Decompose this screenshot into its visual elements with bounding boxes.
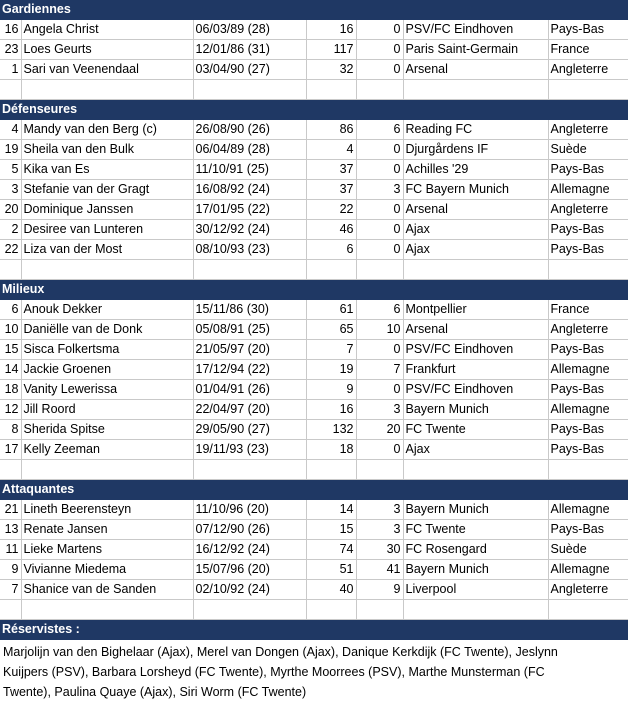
birthdate-cell: 29/05/90 (27) — [193, 420, 306, 440]
country-cell: Angleterre — [548, 120, 628, 140]
section-header-row — [0, 280, 628, 300]
birthdate-cell: 05/08/91 (25) — [193, 320, 306, 340]
birthdate-cell: 11/10/96 (20) — [193, 500, 306, 520]
club-cell: Ajax — [403, 220, 548, 240]
goals-cell: 0 — [356, 40, 403, 60]
empty-cell — [306, 600, 356, 620]
caps-cell: 16 — [306, 20, 356, 40]
empty-cell — [356, 260, 403, 280]
birthdate-cell: 12/01/86 (31) — [193, 40, 306, 60]
empty-cell — [0, 600, 21, 620]
shirt-number-cell: 15 — [0, 340, 21, 360]
goals-cell: 6 — [356, 120, 403, 140]
country-cell: Angleterre — [548, 580, 628, 600]
caps-cell: 132 — [306, 420, 356, 440]
goals-cell: 0 — [356, 380, 403, 400]
goals-cell: 3 — [356, 500, 403, 520]
shirt-number-cell: 2 — [0, 220, 21, 240]
shirt-number-cell: 21 — [0, 500, 21, 520]
caps-cell: 9 — [306, 380, 356, 400]
birthdate-cell: 17/12/94 (22) — [193, 360, 306, 380]
player-name-cell: Angela Christ — [21, 20, 193, 40]
player-row — [0, 160, 628, 180]
goals-cell: 0 — [356, 140, 403, 160]
shirt-number-cell: 14 — [0, 360, 21, 380]
country-cell: Angleterre — [548, 60, 628, 80]
shirt-number-cell: 19 — [0, 140, 21, 160]
birthdate-cell: 22/04/97 (20) — [193, 400, 306, 420]
player-row — [0, 400, 628, 420]
goals-cell: 3 — [356, 400, 403, 420]
caps-cell: 46 — [306, 220, 356, 240]
birthdate-cell: 06/03/89 (28) — [193, 20, 306, 40]
player-row — [0, 40, 628, 60]
section-header-row — [0, 0, 628, 20]
shirt-number-cell: 7 — [0, 580, 21, 600]
empty-cell — [0, 260, 21, 280]
shirt-number-cell: 1 — [0, 60, 21, 80]
player-row — [0, 520, 628, 540]
player-name-cell: Shanice van de Sanden — [21, 580, 193, 600]
shirt-number-cell: 20 — [0, 200, 21, 220]
shirt-number-cell: 16 — [0, 20, 21, 40]
caps-cell: 15 — [306, 520, 356, 540]
player-row — [0, 540, 628, 560]
caps-cell: 40 — [306, 580, 356, 600]
empty-cell — [403, 600, 548, 620]
empty-cell — [0, 460, 21, 480]
empty-cell — [548, 260, 628, 280]
club-cell: Arsenal — [403, 60, 548, 80]
player-name-cell: Sisca Folkertsma — [21, 340, 193, 360]
player-row — [0, 500, 628, 520]
goals-cell: 0 — [356, 60, 403, 80]
shirt-number-cell: 18 — [0, 380, 21, 400]
shirt-number-cell: 12 — [0, 400, 21, 420]
empty-cell — [356, 80, 403, 100]
goals-cell: 0 — [356, 220, 403, 240]
club-cell: Ajax — [403, 240, 548, 260]
caps-cell: 51 — [306, 560, 356, 580]
goals-cell: 41 — [356, 560, 403, 580]
player-name-cell: Vivianne Miedema — [21, 560, 193, 580]
section-header-row — [0, 480, 628, 500]
blank-row — [0, 260, 628, 280]
birthdate-cell: 26/08/90 (26) — [193, 120, 306, 140]
player-name-cell: Dominique Janssen — [21, 200, 193, 220]
club-cell: PSV/FC Eindhoven — [403, 380, 548, 400]
caps-cell: 74 — [306, 540, 356, 560]
country-cell: Pays-Bas — [548, 160, 628, 180]
section-header-row — [0, 100, 628, 120]
player-name-cell: Loes Geurts — [21, 40, 193, 60]
caps-cell: 37 — [306, 180, 356, 200]
player-name-cell: Lineth Beerensteyn — [21, 500, 193, 520]
empty-cell — [306, 80, 356, 100]
club-cell: Bayern Munich — [403, 560, 548, 580]
country-cell: Pays-Bas — [548, 240, 628, 260]
empty-cell — [306, 260, 356, 280]
empty-cell — [0, 80, 21, 100]
section-title: Défenseures — [0, 100, 628, 120]
club-cell: Bayern Munich — [403, 500, 548, 520]
caps-cell: 14 — [306, 500, 356, 520]
club-cell: FC Rosengard — [403, 540, 548, 560]
shirt-number-cell: 13 — [0, 520, 21, 540]
goals-cell: 3 — [356, 520, 403, 540]
club-cell: Reading FC — [403, 120, 548, 140]
club-cell: PSV/FC Eindhoven — [403, 20, 548, 40]
player-row — [0, 140, 628, 160]
shirt-number-cell: 9 — [0, 560, 21, 580]
player-name-cell: Sari van Veenendaal — [21, 60, 193, 80]
birthdate-cell: 01/04/91 (26) — [193, 380, 306, 400]
player-name-cell: Desiree van Lunteren — [21, 220, 193, 240]
player-row — [0, 580, 628, 600]
caps-cell: 18 — [306, 440, 356, 460]
country-cell: Pays-Bas — [548, 420, 628, 440]
player-row — [0, 440, 628, 460]
caps-cell: 86 — [306, 120, 356, 140]
empty-cell — [21, 460, 193, 480]
section-title: Milieux — [0, 280, 628, 300]
club-cell: Montpellier — [403, 300, 548, 320]
goals-cell: 9 — [356, 580, 403, 600]
country-cell: Allemagne — [548, 500, 628, 520]
reserves-text: Marjolijn van den Bighelaar (Ajax), Merel van Dongen (Ajax), Danique Kerkdijk (FC Twente), Jeslynn Kuijpers (PSV), Barbara Lorsheyd (FC Twente), Myrthe Moorrees (PSV), Marthe Munsterman (FC Twente), Paulina Quaye (Ajax), Siri Worm (FC Twente) — [3, 645, 558, 699]
club-cell: Achilles '29 — [403, 160, 548, 180]
goals-cell: 3 — [356, 180, 403, 200]
birthdate-cell: 07/12/90 (26) — [193, 520, 306, 540]
goals-cell: 6 — [356, 300, 403, 320]
player-row — [0, 180, 628, 200]
country-cell: Pays-Bas — [548, 380, 628, 400]
empty-cell — [306, 460, 356, 480]
empty-cell — [356, 600, 403, 620]
empty-cell — [548, 460, 628, 480]
birthdate-cell: 17/01/95 (22) — [193, 200, 306, 220]
empty-cell — [21, 260, 193, 280]
player-name-cell: Mandy van den Berg (c) — [21, 120, 193, 140]
caps-cell: 117 — [306, 40, 356, 60]
player-name-cell: Jackie Groenen — [21, 360, 193, 380]
blank-row — [0, 600, 628, 620]
player-row — [0, 200, 628, 220]
country-cell: Allemagne — [548, 180, 628, 200]
country-cell: Pays-Bas — [548, 220, 628, 240]
shirt-number-cell: 3 — [0, 180, 21, 200]
country-cell: Angleterre — [548, 200, 628, 220]
caps-cell: 19 — [306, 360, 356, 380]
country-cell: Allemagne — [548, 560, 628, 580]
player-row — [0, 300, 628, 320]
goals-cell: 20 — [356, 420, 403, 440]
reserves-header-row — [0, 620, 628, 640]
birthdate-cell: 19/11/93 (23) — [193, 440, 306, 460]
player-name-cell: Daniëlle van de Donk — [21, 320, 193, 340]
caps-cell: 37 — [306, 160, 356, 180]
club-cell: Ajax — [403, 440, 548, 460]
empty-cell — [403, 260, 548, 280]
player-name-cell: Sherida Spitse — [21, 420, 193, 440]
blank-row — [0, 460, 628, 480]
birthdate-cell: 16/12/92 (24) — [193, 540, 306, 560]
empty-cell — [193, 600, 306, 620]
birthdate-cell: 30/12/92 (24) — [193, 220, 306, 240]
country-cell: France — [548, 300, 628, 320]
caps-cell: 65 — [306, 320, 356, 340]
goals-cell: 0 — [356, 340, 403, 360]
player-name-cell: Kika van Es — [21, 160, 193, 180]
player-row — [0, 240, 628, 260]
country-cell: Pays-Bas — [548, 20, 628, 40]
goals-cell: 0 — [356, 240, 403, 260]
goals-cell: 0 — [356, 20, 403, 40]
country-cell: Allemagne — [548, 400, 628, 420]
caps-cell: 61 — [306, 300, 356, 320]
player-row — [0, 560, 628, 580]
player-name-cell: Sheila van den Bulk — [21, 140, 193, 160]
shirt-number-cell: 10 — [0, 320, 21, 340]
country-cell: Pays-Bas — [548, 520, 628, 540]
player-row — [0, 360, 628, 380]
shirt-number-cell: 11 — [0, 540, 21, 560]
birthdate-cell: 02/10/92 (24) — [193, 580, 306, 600]
empty-cell — [21, 600, 193, 620]
empty-cell — [21, 80, 193, 100]
shirt-number-cell: 5 — [0, 160, 21, 180]
player-row — [0, 20, 628, 40]
club-cell: PSV/FC Eindhoven — [403, 340, 548, 360]
blank-row — [0, 80, 628, 100]
goals-cell: 7 — [356, 360, 403, 380]
club-cell: Frankfurt — [403, 360, 548, 380]
empty-cell — [548, 600, 628, 620]
club-cell: FC Twente — [403, 520, 548, 540]
player-row — [0, 380, 628, 400]
player-name-cell: Kelly Zeeman — [21, 440, 193, 460]
player-name-cell: Vanity Lewerissa — [21, 380, 193, 400]
country-cell: Angleterre — [548, 320, 628, 340]
shirt-number-cell: 23 — [0, 40, 21, 60]
caps-cell: 6 — [306, 240, 356, 260]
player-name-cell: Liza van der Most — [21, 240, 193, 260]
birthdate-cell: 16/08/92 (24) — [193, 180, 306, 200]
player-name-cell: Renate Jansen — [21, 520, 193, 540]
goals-cell: 0 — [356, 200, 403, 220]
empty-cell — [356, 460, 403, 480]
birthdate-cell: 21/05/97 (20) — [193, 340, 306, 360]
player-row — [0, 120, 628, 140]
club-cell: FC Bayern Munich — [403, 180, 548, 200]
birthdate-cell: 15/11/86 (30) — [193, 300, 306, 320]
birthdate-cell: 15/07/96 (20) — [193, 560, 306, 580]
player-name-cell: Stefanie van der Gragt — [21, 180, 193, 200]
caps-cell: 32 — [306, 60, 356, 80]
empty-cell — [403, 80, 548, 100]
country-cell: Suède — [548, 140, 628, 160]
country-cell: Suède — [548, 540, 628, 560]
shirt-number-cell: 4 — [0, 120, 21, 140]
player-name-cell: Jill Roord — [21, 400, 193, 420]
goals-cell: 30 — [356, 540, 403, 560]
shirt-number-cell: 8 — [0, 420, 21, 440]
country-cell: Allemagne — [548, 360, 628, 380]
birthdate-cell: 08/10/93 (23) — [193, 240, 306, 260]
section-title: Gardiennes — [0, 0, 628, 20]
player-name-cell: Anouk Dekker — [21, 300, 193, 320]
goals-cell: 10 — [356, 320, 403, 340]
country-cell: Pays-Bas — [548, 440, 628, 460]
birthdate-cell: 11/10/91 (25) — [193, 160, 306, 180]
shirt-number-cell: 6 — [0, 300, 21, 320]
empty-cell — [548, 80, 628, 100]
country-cell: France — [548, 40, 628, 60]
club-cell: Liverpool — [403, 580, 548, 600]
section-title: Attaquantes — [0, 480, 628, 500]
reserves-title: Réservistes : — [0, 620, 628, 640]
club-cell: Arsenal — [403, 320, 548, 340]
goals-cell: 0 — [356, 440, 403, 460]
birthdate-cell: 06/04/89 (28) — [193, 140, 306, 160]
goals-cell: 0 — [356, 160, 403, 180]
club-cell: Arsenal — [403, 200, 548, 220]
empty-cell — [193, 260, 306, 280]
player-row — [0, 340, 628, 360]
country-cell: Pays-Bas — [548, 340, 628, 360]
club-cell: Djurgårdens IF — [403, 140, 548, 160]
empty-cell — [403, 460, 548, 480]
player-row — [0, 60, 628, 80]
player-row — [0, 220, 628, 240]
caps-cell: 22 — [306, 200, 356, 220]
empty-cell — [193, 460, 306, 480]
caps-cell: 7 — [306, 340, 356, 360]
shirt-number-cell: 17 — [0, 440, 21, 460]
player-name-cell: Lieke Martens — [21, 540, 193, 560]
birthdate-cell: 03/04/90 (27) — [193, 60, 306, 80]
club-cell: Bayern Munich — [403, 400, 548, 420]
player-row — [0, 320, 628, 340]
caps-cell: 16 — [306, 400, 356, 420]
shirt-number-cell: 22 — [0, 240, 21, 260]
club-cell: Paris Saint-Germain — [403, 40, 548, 60]
club-cell: FC Twente — [403, 420, 548, 440]
player-row — [0, 420, 628, 440]
empty-cell — [193, 80, 306, 100]
caps-cell: 4 — [306, 140, 356, 160]
